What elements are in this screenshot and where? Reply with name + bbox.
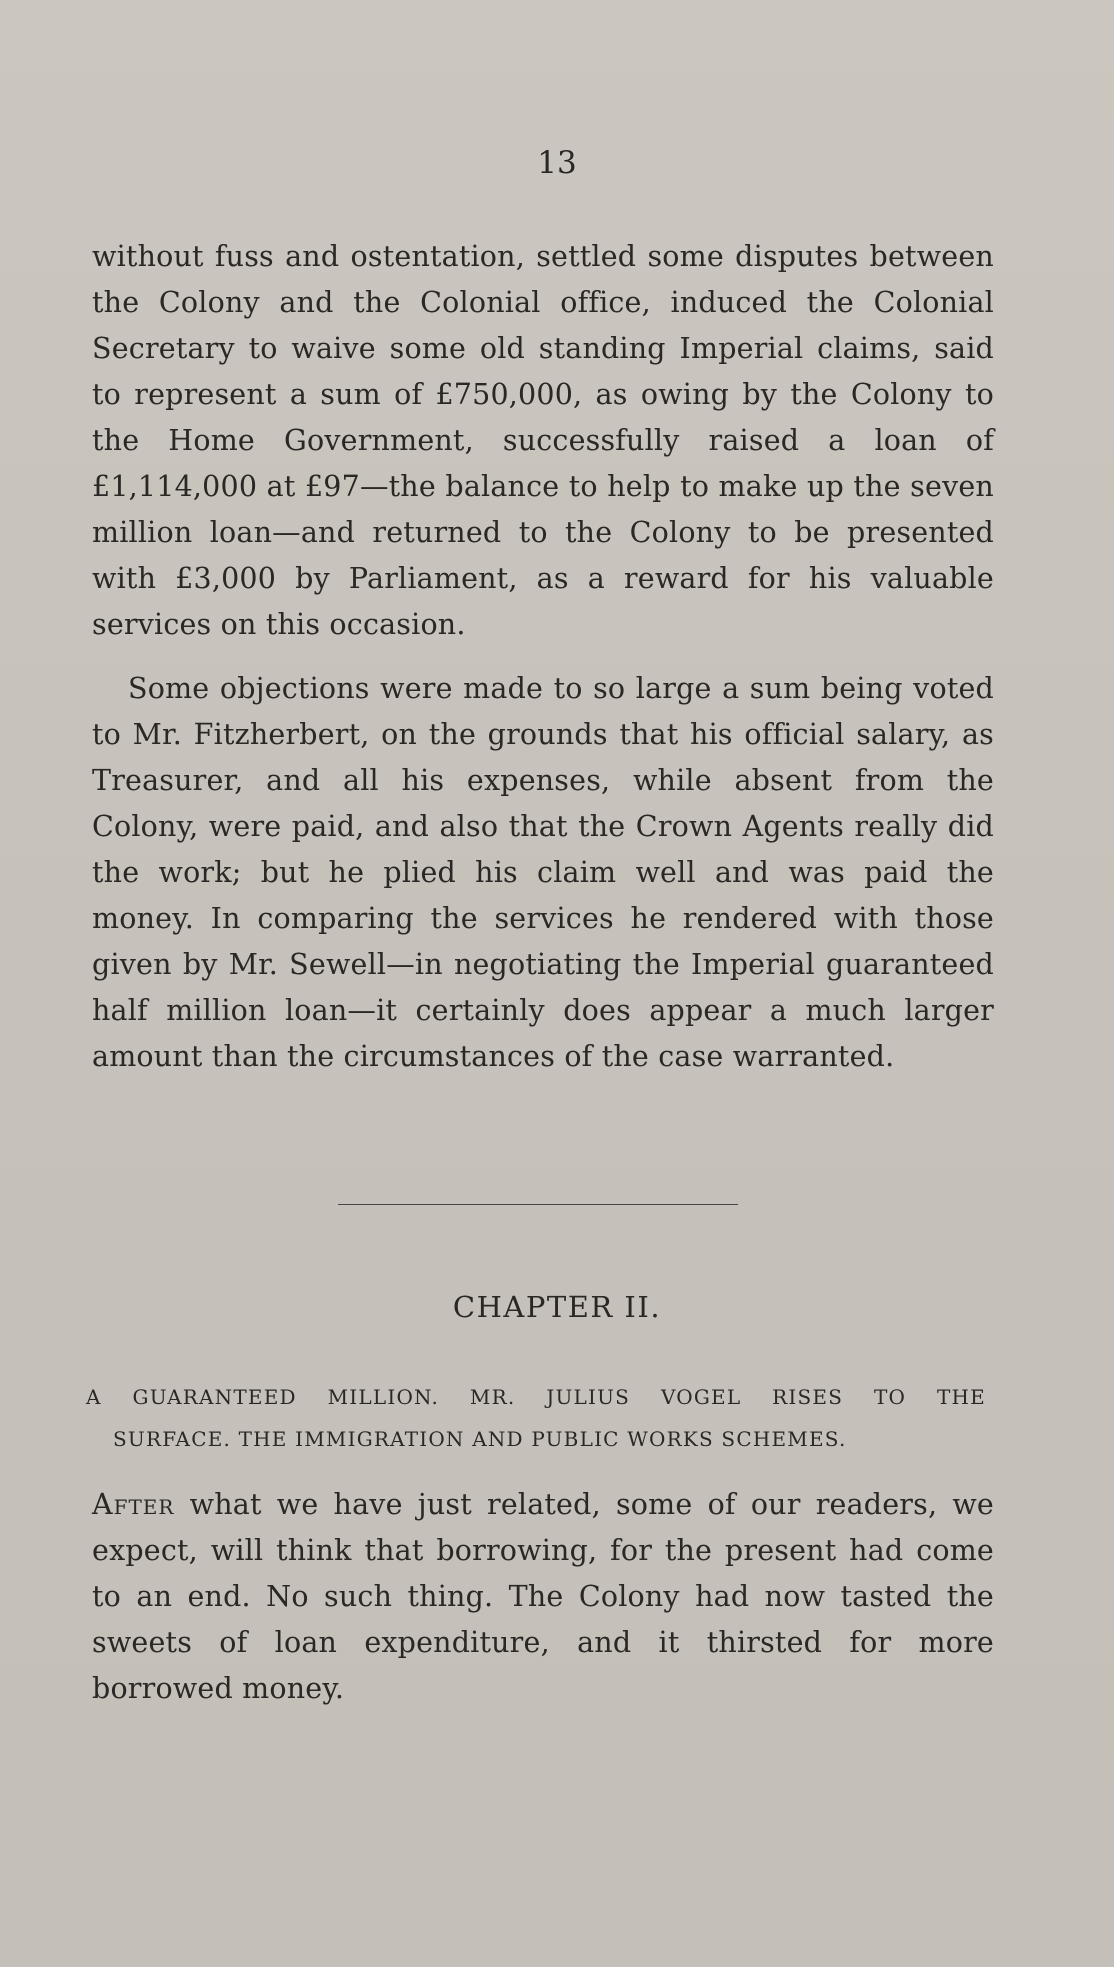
section-divider (338, 1204, 738, 1205)
paragraph-chapter-opening (92, 1482, 994, 1712)
paragraph-continued: without fuss and ostentation, settled some disputes between the Colony and the Colonial office, induced the Colonial Secretary to waive some old standing Imperial claims, said to represent a sum of £750,000, as owing by the Colony to the Home Government, successfully raised a loan of £1,114,000 at £97—the balance to help to make up the seven million loan—and returned to the Colony to be presented with £3,000 by Parliament, as a reward for his valuable services on this occasion. (92, 240, 994, 641)
chapter-summary (86, 1376, 986, 1460)
paragraph-objections: Some objections were made to so large a sum being voted to Mr. Fitzherbert, on the grounds that his official salary, as Treasurer, and all his expenses, while absent from the Colony, were paid, and also that the Crown Agents really did the work; but he plied his claim well and was paid the money. In comparing the services he rendered with those given by Mr. Sewell—in negotiating the Imperial guaranteed half million loan—it certainly does appear a much larger amount than the circumstances of the case warranted. (92, 672, 994, 1073)
opening-word: After (92, 1488, 175, 1521)
page-number: 13 (537, 145, 577, 181)
chapter-summary-line-2: SURFACE. THE IMMIGRATION AND PUBLIC WORKS SCHEMES. (113, 1427, 847, 1451)
opening-text: what we have just related, some of our readers, we expect, will think that borrowing, for the present had come to an end. No such thing. The Colony had now tasted the sweets of loan expenditure, and it thirsted for more borrowed money. (92, 1488, 994, 1705)
chapter-title: CHAPTER II. (452, 1290, 662, 1324)
chapter-summary-line-1: A GUARANTEED MILLION. MR. JULIUS VOGEL RISES TO THE (86, 1385, 986, 1409)
